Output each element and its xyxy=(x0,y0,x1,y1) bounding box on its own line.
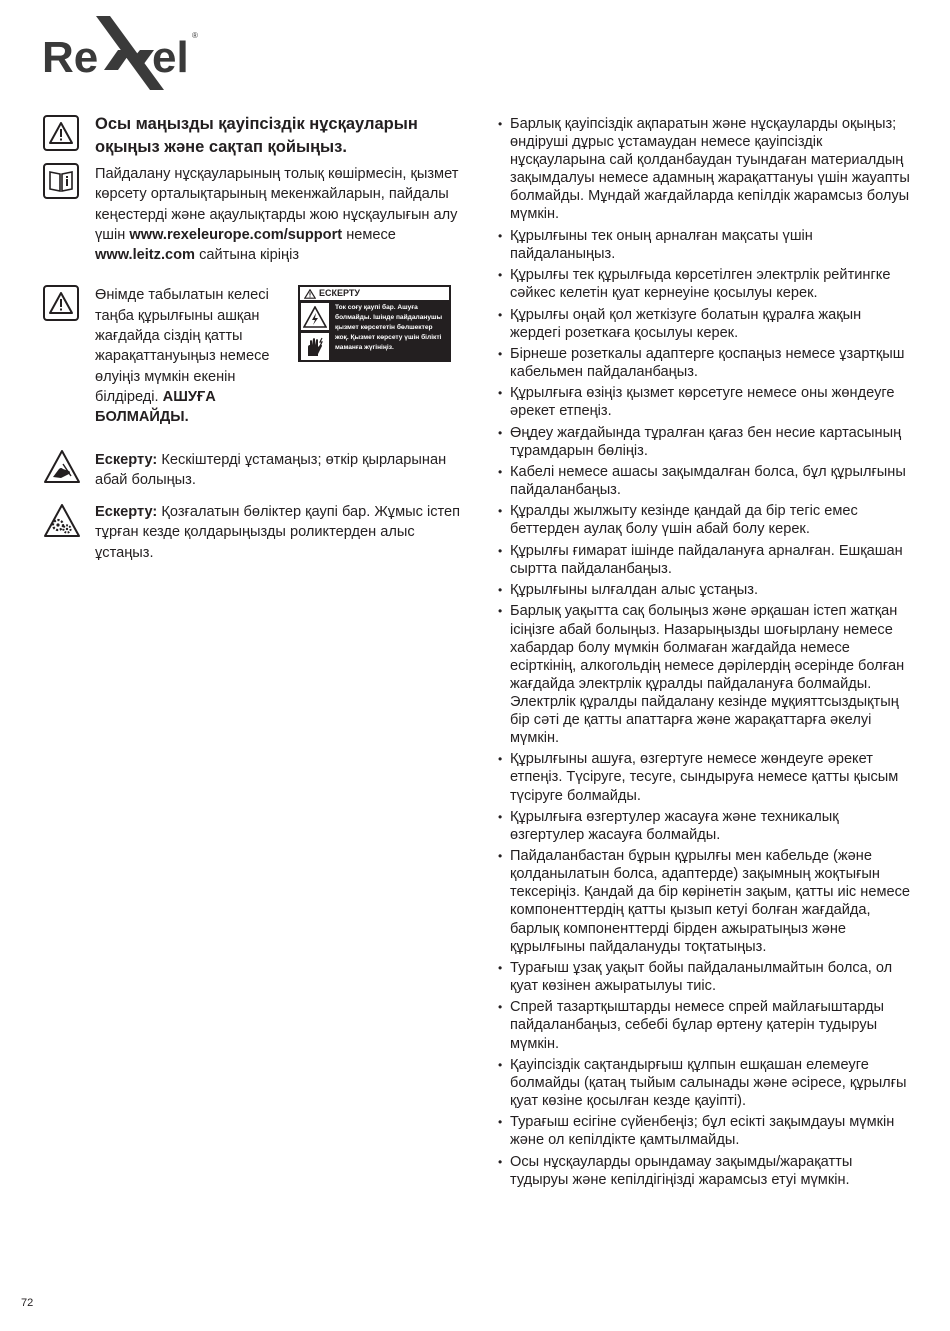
list-item: • Құрылғы оңай қол жеткізуге болатын құралға жақын жердегі розеткаға қосылуы керек. xyxy=(496,306,914,342)
caution-label: Ескерту: xyxy=(95,451,158,468)
list-item: • Қауіпсіздік сақтандырғыш құлпын ешқашан елемеуге болмайды (қатаң тыйым салынады және әсіресе, құрылғы қуат көзіне қосылған кезде қауіпті). xyxy=(496,1056,914,1110)
list-item: • Пайдаланбастан бұрын құрылғы мен кабельде (және қолданылатын болса, адаптерде) зақымның жоқтығын тексеріңіз. Қандай да бір көрінетін зақым, қатты иіс немесе компоненттердің қатты қызып кетуі болған жағдайда, барлық компоненттерді бірден ажыратыңыз және құрылғыны пайдалануды тоқтатыңыз. xyxy=(496,847,914,956)
list-item: • Осы нұсқауларды орындамау зақымды/жарақатты тудыруы және кепілдігіңізді жарамсыз етуі мүмкін. xyxy=(496,1153,914,1189)
svg-text:®: ® xyxy=(192,31,198,40)
list-item: • Құрылғы тек құрылғыда көрсетілген электрлік рейтингке сәйкес келетін қуат кернеуіне қосылуы керек. xyxy=(496,266,914,302)
list-item: • Барлық қауіпсіздік ақпаратын және нұсқауларды оқыңыз; өндіруші дұрыс ұстамаудан немесе қауіпсіздік нұсқауларына сай қолданбаудан туындаған материалдың зақымдалуы немесе адамның жарақаттануы үшін жауапты болмайды. Мұндай жағдайларда кепілдік жарамсыз болуы мүмкін. xyxy=(496,115,914,224)
list-item: • Құрылғыға өзіңіз қызмет көрсетуге немесе оны жөндеуге әрекет етпеңіз. xyxy=(496,384,914,420)
intro-paragraph: Пайдалану нұсқауларының толық көшірмесін, қызмет көрсету орталықтарының мекенжайларын, пайдалы кеңестерді және ақаулықтарды жою нұсқаулығын алу үшін www.rexeleurope.com/support немесе www.leitz.com сайтына кіріңіз xyxy=(95,166,459,264)
warning-triangle-icon xyxy=(43,285,79,321)
lightning-icon xyxy=(301,303,329,330)
electric-shock-label xyxy=(298,285,451,362)
gears-icon xyxy=(43,503,81,539)
list-item: • Турағыш есігіне сүйенбеңіз; бұл есікті зақымдауы мүмкін және ол кепілдікте қамтылмайды. xyxy=(496,1113,914,1149)
page-number: 72 xyxy=(21,1297,34,1309)
leitz-link[interactable]: www.leitz.com xyxy=(95,247,196,264)
read-manual-icon xyxy=(43,163,79,199)
svg-text:el: el xyxy=(152,33,189,82)
list-item: • Құрылғыға өзгертулер жасауға және техникалық өзгертулер жасауға болмайды. xyxy=(496,808,914,844)
svg-text:Re: Re xyxy=(42,33,99,82)
list-item: • Бірнеше розеткалы адаптерге қоспаңыз немесе ұзартқыш кабельмен пайдаланбаңыз. xyxy=(496,345,914,381)
list-item: • Құрылғыны тек оның арналған мақсаты үшін пайдаланыңыз. xyxy=(496,227,914,263)
warning-triangle-icon xyxy=(43,115,79,151)
intro-block xyxy=(40,113,465,265)
rexel-logo xyxy=(40,10,205,92)
caution-cutters xyxy=(40,450,465,491)
list-item: • Құрылғы ғимарат ішінде пайдалануға арналған. Ешқашан сыртта пайдаланбаңыз. xyxy=(496,542,914,578)
list-item: • Құрылғыны ашуға, өзгертуге немесе жөндеуге әрекет етпеңіз. Түсіруге, тесуге, сындыруға немесе қатты қысым түсіруге болмайды. xyxy=(496,750,914,804)
symbol-warning-block xyxy=(40,285,465,427)
label-text: Ток соғу қаупі бар. Ашуға болмайды. Ішінде пайдаланушы қызмет көрсететін бөлшектер жоқ. Қызмет көрсету үшін білікті маманға жүгініңіз. xyxy=(335,304,443,352)
list-item: • Өңдеу жағдайында тұралған қағаз бен несие картасының тұрамдарын бөліңіз. xyxy=(496,424,914,460)
sharp-edge-hand-icon xyxy=(43,449,81,485)
list-item: • Барлық уақытта сақ болыңыз және әрқашан істеп жатқан ісіңізге абай болыңыз. Назарыңызды шоғырлану немесе хабардар болу мүмкін болмаған жағдайда немесе есірткінің, алкогольдің немесе дәрілердің әсерінде болған жағдайда электрлік құралды пайдалануға болмайды. Электрлік құралды пайдалану кезінде мұқияттсыздықтың бір сәті де қатты апаттарға және жарақаттарға әкелуі мүмкін. xyxy=(496,602,914,747)
list-item: • Құралды жылжыту кезінде қандай да бір тегіс емес беттерден аулақ болу үшін абай болу керек. xyxy=(496,502,914,538)
safety-bullet-list xyxy=(496,115,914,1192)
caution-text: Кескіштерді ұстамаңыз; өткір қырларынан абай болыңыз. xyxy=(95,451,447,488)
caution-text: Қозғалатын бөліктер қаупі бар. Жұмыс істеп тұрған кезде қолдарыңызды роликтерден алыс ұстаңыз. xyxy=(95,504,461,561)
rexel-support-link[interactable]: www.rexeleurope.com/support xyxy=(129,226,343,243)
warning-triangle-icon xyxy=(304,289,316,299)
electric-hand-icon xyxy=(301,333,329,360)
symbol-warning-text: Өнімде табылатын келесі таңба құрылғыны ашқан жағдайда сіздің қатты жарақаттануыңыз немесе өлуіңіз мүмкін екенін білдіреді. АШУҒА БОЛМАЙДЫ. xyxy=(95,287,270,426)
list-item: • Кабелі немесе ашасы зақымдалған болса, бұл құрылғыны пайдаланбаңыз. xyxy=(496,463,914,499)
label-title: ЕСКЕРТУ xyxy=(319,288,360,299)
caution-label: Ескерту: xyxy=(95,504,158,521)
list-item: • Құрылғыны ылғалдан алыс ұстаңыз. xyxy=(496,581,914,599)
safety-heading: Осы маңызды қауіпсіздік нұсқауларын оқыңыз және сақтап қойыңыз. xyxy=(95,115,418,156)
list-item: • Спрей тазартқыштарды немесе спрей майлағыштарды пайдаланбаңыз, себебі бұлар өртену қатерін тудыруы мүмкін. xyxy=(496,998,914,1052)
caution-moving-parts xyxy=(40,502,465,563)
list-item: • Турағыш ұзақ уақыт бойы пайдаланылмайтын болса, ол қуат көзінен ажыратылуы тиіс. xyxy=(496,959,914,995)
